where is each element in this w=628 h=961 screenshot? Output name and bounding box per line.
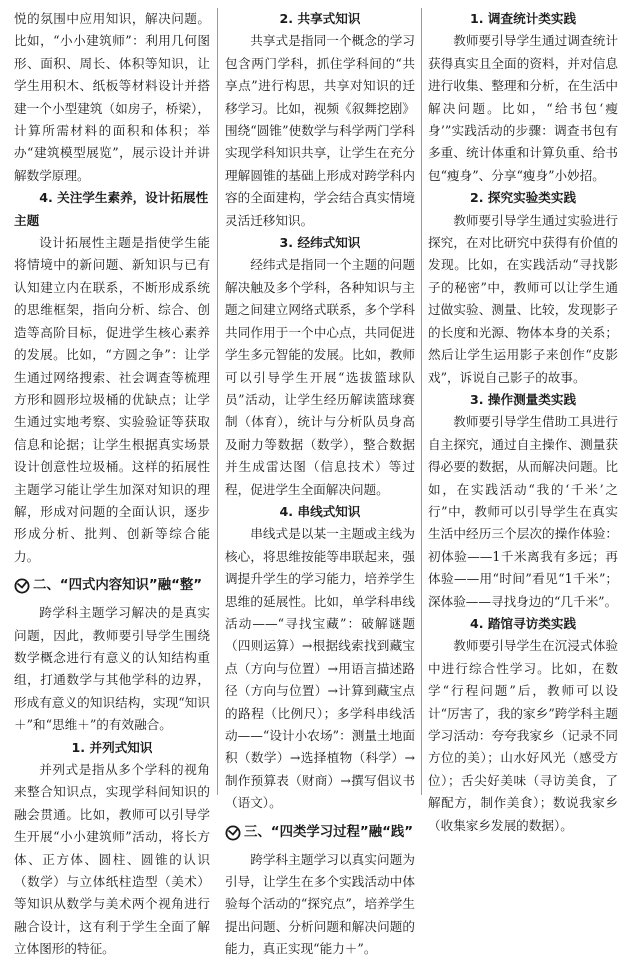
column-right xyxy=(428,8,618,833)
paragraph: 经纬式是指同一个主题的问题解决触及多个学科，各种知识与主题之间建立网络式联系，多个学科共同作用于一个中心点，共同促进学生多元智能的发展。比如，教师可以引导学生开展“选拔篮球队员”活动，让学生经历解读篮球赛制（体育），统计与分析队员身高及耐力等数据（数学），整合数据并生成雷达图（信息技术）等过程，促进学生全面解决问题。 xyxy=(225,257,415,497)
subheading-measurement-practice: 3. 操作测量类实践 xyxy=(469,391,577,407)
paragraph: 并列式是指从多个学科的视角来整合知识点，实现学科间知识的融会贯通。比如，教师可以引导学生开展“小小建筑师”活动，将长方体、正方体、圆柱、圆锥的认识（数学）与立体纸柱造型（美术）等知识从数学与美术两个视角进行融合设计，这有利于学生全面了解立体图形的特征。 xyxy=(14,762,210,957)
section-title: 二、“四式内容知识”融“整” xyxy=(33,578,203,594)
column-middle xyxy=(225,8,415,957)
section-bullet-icon xyxy=(225,825,241,841)
paragraph: 串线式是以某一主题或主线为核心，将思维按能等串联起来，强调提升学生的学习能力，培养学生思维的延展性。比如，单学科串线活动——“寻找宝藏”：破解谜题（四则运算）→根据线索找到藏宝点（方向与位置）→用语言描述路径（方向与位置）→计算到藏宝点的路程（比例尺）；多学科串线活动——“设计小农场”：测量土地面积（数学）→选择植物（科学）→制作预算表（财商）→撰写倡议书（语文）。 xyxy=(225,526,415,811)
column-left xyxy=(14,8,210,957)
subheading-experiment-practice: 2. 探究实验类实践 xyxy=(469,190,577,206)
subheading-chained-knowledge: 4. 串线式知识 xyxy=(279,503,361,519)
column-divider xyxy=(421,8,422,795)
subheading-expansive-topics: 4. 关注学生素养，设计拓展性主题 xyxy=(14,190,209,228)
column-divider xyxy=(217,8,218,795)
subheading-parallel-knowledge: 1. 并列式知识 xyxy=(71,739,153,755)
paragraph: 设计拓展性主题是指使学生能将情境中的新问题、新知识与已有认知建立内在联系，不断形成系统的思维框架，指向分析、综合、创造等高阶目标，促进学生核心素养的发展。比如，“方圆之争”：让学生通过网络搜索、社会调查等梳理方形和圆形垃圾桶的优缺点；让学生通过实地考察、实验验证等获取信息和论据；让学生根据真实场景设计创意性垃圾桶。这样的拓展性主题学习能让学生加深对知识的理解，形成对问题的全面认识，逐步形成分析、批判、创新等综合能力。 xyxy=(14,235,210,564)
paragraph: 共享式是指同一个概念的学习包含两门学科，抓住学科间的“共享点”进行构思，共享对知识的迁移学习。比如，视频《叙舞挖剧》围绕“圆锥”使数学与科学两门学科实现学科知识共享，让学生在充分理解圆锥的基础上形成对跨学科内容的全面建构，学会结合真实情境灵活迁移知识。 xyxy=(225,33,415,228)
paragraph: 悦的氛围中应用知识，解决问题。比如，“小小建筑师”：利用几何图形、面积、周长、体积等知识，让学生用积木、纸板等材料设计并搭建一个小型建筑（如房子，桥梁），计算所需材料的面积和体积；举办“建筑模型展览”，展示设计并讲解数学原理。 xyxy=(14,11,210,183)
paragraph: 教师要引导学生通过调查统计获得真实且全面的资料，并对信息进行收集、整理和分析，在生活中解决问题。比如，“给书包‘瘦身’”实践活动的步骤：调查书包有多重、统计体重和计算负重、给书包“瘦身”、分享“瘦身”小妙招。 xyxy=(428,33,618,183)
paragraph: 教师要引导学生在沉浸式体验中进行综合性学习。比如，在数学“行程问题”后，教师可以设计“厉害了，我的家乡”跨学科主题学习活动：夸夸我家乡（记录不同方位的美）；山水好风光（感受方位）；舌尖好美味（寻访美食，了解配方，制作美食）；数说我家乡（收集家乡发展的数据）。 xyxy=(428,638,618,833)
section-heading-2 xyxy=(14,575,210,597)
subheading-visit-practice: 4. 踏馆寻访类实践 xyxy=(469,615,577,631)
paragraph: 教师要引导学生通过实验进行探究，在对比研究中获得有价值的发现。比如，在实践活动“寻找影子的秘密”中，教师可以让学生通过做实验、测量、比较，发现影子的长度和光源、物体本身的关系；然后让学生运用影子来创作“皮影戏”，诉说自己影子的故事。 xyxy=(428,212,618,385)
section-bullet-icon xyxy=(14,578,30,594)
subheading-survey-practice: 1. 调查统计类实践 xyxy=(469,11,577,26)
subheading-shared-knowledge: 2. 共享式知识 xyxy=(279,11,361,26)
paragraph: 跨学科主题学习以真实问题为引导，让学生在多个实践活动中体验每个活动的“探究点”，培养学生提出问题、分析问题和解决问题的能力，真正实现“能力＋”。 xyxy=(225,851,415,957)
section-title: 三、“四类学习过程”融“践” xyxy=(244,824,414,840)
paragraph: 跨学科主题学习解决的是真实问题，因此，教师要引导学生围绕数学概念进行有意义的认知结构重组，打通数学与其他学科的边界，形成有意义的知识结构，实现“知识＋”和“思维＋”的有效融合。 xyxy=(14,605,210,733)
subheading-warp-weft-knowledge: 3. 经纬式知识 xyxy=(279,235,361,251)
paragraph: 教师要引导学生借助工具进行自主探究，通过自主操作、测量获得必要的数据，从而解决问题。比如，在实践活动“我的‘千米’之行”中，教师可以引导学生在真实生活中经历三个层次的操作体验：初体验——1千米离我有多远；再体验——用“时间”看见“1千米”；深体验——寻找身边的“几千米”。 xyxy=(428,414,618,609)
section-heading-3 xyxy=(225,822,415,844)
